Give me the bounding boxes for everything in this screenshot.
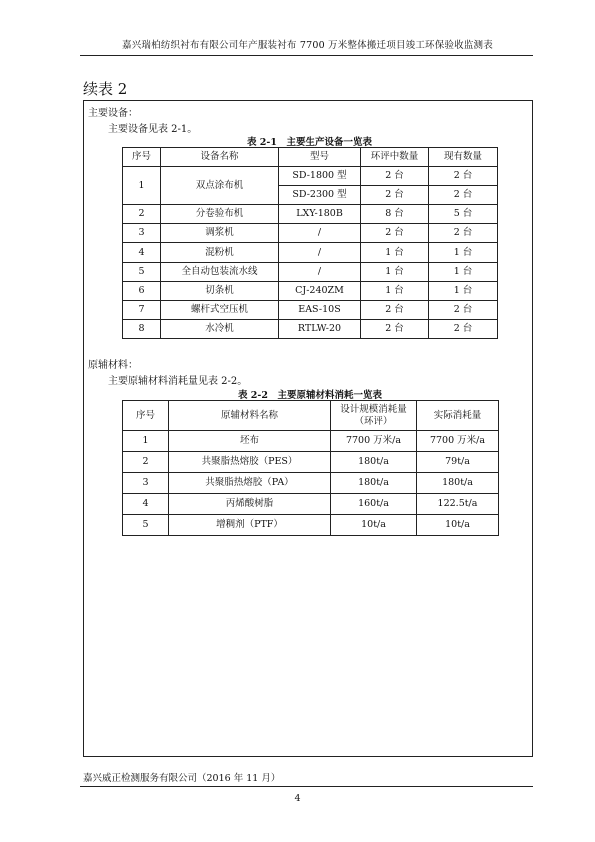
cell-no: 2	[123, 452, 169, 473]
page-number: 4	[294, 793, 301, 804]
col-header: 原辅材料名称	[169, 401, 331, 431]
cell-actual: 2 台	[429, 167, 498, 186]
col-header: 型号	[279, 148, 361, 167]
table-header-row	[123, 148, 498, 167]
cell-design: 160t/a	[331, 494, 417, 515]
cell-planned: 1 台	[361, 243, 429, 262]
equipment-intro: 主要设备见表 2-1。	[108, 124, 198, 135]
cell-actual: 79t/a	[417, 452, 499, 473]
cell-no: 1	[123, 431, 169, 452]
cell-no: 4	[123, 494, 169, 515]
page-header: 嘉兴瑞柏纺织衬布有限公司年产服装衬布 7700 万米整体搬迁项目竣工环保验收监测表	[122, 40, 493, 51]
col-header: 序号	[123, 148, 161, 167]
cell-no: 5	[123, 262, 161, 281]
table-row	[123, 262, 498, 281]
cell-no: 3	[123, 224, 161, 243]
table-2-2-caption: 表 2-2 主要原辅材料消耗一览表	[238, 390, 382, 401]
cell-no: 1	[123, 167, 161, 205]
cell-actual: 1 台	[429, 262, 498, 281]
cell-name: 全自动包装流水线	[161, 262, 279, 281]
materials-intro: 主要原辅材料消耗量见表 2-2。	[108, 376, 248, 387]
cell-actual: 7700 万米/a	[417, 431, 499, 452]
cell-planned: 8 台	[361, 205, 429, 224]
cell-name: 分卷验布机	[161, 205, 279, 224]
cell-design: 180t/a	[331, 452, 417, 473]
equipment-heading: 主要设备：	[88, 108, 138, 119]
cell-actual: 122.5t/a	[417, 494, 499, 515]
cell-no: 2	[123, 205, 161, 224]
col-header: 设计规模消耗量（环评）	[331, 401, 417, 431]
cell-no: 5	[123, 515, 169, 536]
cell-name: 共聚脂热熔胶（PES）	[169, 452, 331, 473]
footer-company: 嘉兴威正检测服务有限公司（2016 年 11 月）	[83, 773, 281, 784]
cell-actual: 10t/a	[417, 515, 499, 536]
col-header: 现有数量	[429, 148, 498, 167]
table-row	[123, 473, 499, 494]
cell-design: 7700 万米/a	[331, 431, 417, 452]
col-header: 实际消耗量	[417, 401, 499, 431]
cell-no: 4	[123, 243, 161, 262]
table-row	[123, 494, 499, 515]
cell-design: 180t/a	[331, 473, 417, 494]
table-row	[123, 243, 498, 262]
cell-planned: 2 台	[361, 300, 429, 319]
cell-model: SD-1800 型	[279, 167, 361, 186]
cell-no: 7	[123, 300, 161, 319]
cell-model: /	[279, 262, 361, 281]
cell-model: /	[279, 224, 361, 243]
cell-planned: 2 台	[361, 319, 429, 338]
table-2-1-caption: 表 2-1 主要生产设备一览表	[247, 137, 372, 148]
cell-actual: 1 台	[429, 243, 498, 262]
cell-name: 丙烯酸树脂	[169, 494, 331, 515]
continuation-title: 续表 2	[83, 80, 128, 98]
cell-actual: 2 台	[429, 319, 498, 338]
table-row	[123, 205, 498, 224]
cell-planned: 2 台	[361, 167, 429, 186]
cell-model: RTLW-20	[279, 319, 361, 338]
equipment-table	[122, 147, 498, 339]
cell-model: LXY-180B	[279, 205, 361, 224]
table-header-row	[123, 401, 499, 431]
cell-model: CJ-240ZM	[279, 281, 361, 300]
cell-actual: 5 台	[429, 205, 498, 224]
cell-name: 切条机	[161, 281, 279, 300]
table-row	[123, 452, 499, 473]
cell-planned: 2 台	[361, 186, 429, 205]
col-header: 序号	[123, 401, 169, 431]
cell-no: 8	[123, 319, 161, 338]
cell-name: 共聚脂热熔胶（PA）	[169, 473, 331, 494]
materials-heading: 原辅材料：	[88, 360, 138, 371]
cell-name: 增稠剂（PTF）	[169, 515, 331, 536]
table-row	[123, 515, 499, 536]
col-header: 环评中数量	[361, 148, 429, 167]
cell-actual: 2 台	[429, 186, 498, 205]
cell-actual: 2 台	[429, 224, 498, 243]
table-row	[123, 167, 498, 186]
table-row	[123, 431, 499, 452]
cell-name: 调浆机	[161, 224, 279, 243]
cell-planned: 2 台	[361, 224, 429, 243]
cell-name: 双点涂布机	[161, 167, 279, 205]
table-row	[123, 281, 498, 300]
cell-model: EAS-10S	[279, 300, 361, 319]
cell-model: SD-2300 型	[279, 186, 361, 205]
cell-name: 坯布	[169, 431, 331, 452]
cell-name: 混粉机	[161, 243, 279, 262]
cell-design: 10t/a	[331, 515, 417, 536]
cell-actual: 2 台	[429, 300, 498, 319]
cell-planned: 1 台	[361, 281, 429, 300]
materials-table	[122, 400, 499, 536]
table-row	[123, 300, 498, 319]
cell-actual: 180t/a	[417, 473, 499, 494]
header-divider	[80, 55, 533, 56]
table-row	[123, 319, 498, 338]
cell-name: 水冷机	[161, 319, 279, 338]
cell-model: /	[279, 243, 361, 262]
cell-actual: 1 台	[429, 281, 498, 300]
cell-no: 3	[123, 473, 169, 494]
cell-no: 6	[123, 281, 161, 300]
cell-planned: 1 台	[361, 262, 429, 281]
col-header: 设备名称	[161, 148, 279, 167]
table-row	[123, 224, 498, 243]
footer-divider	[80, 786, 533, 787]
cell-name: 螺杆式空压机	[161, 300, 279, 319]
